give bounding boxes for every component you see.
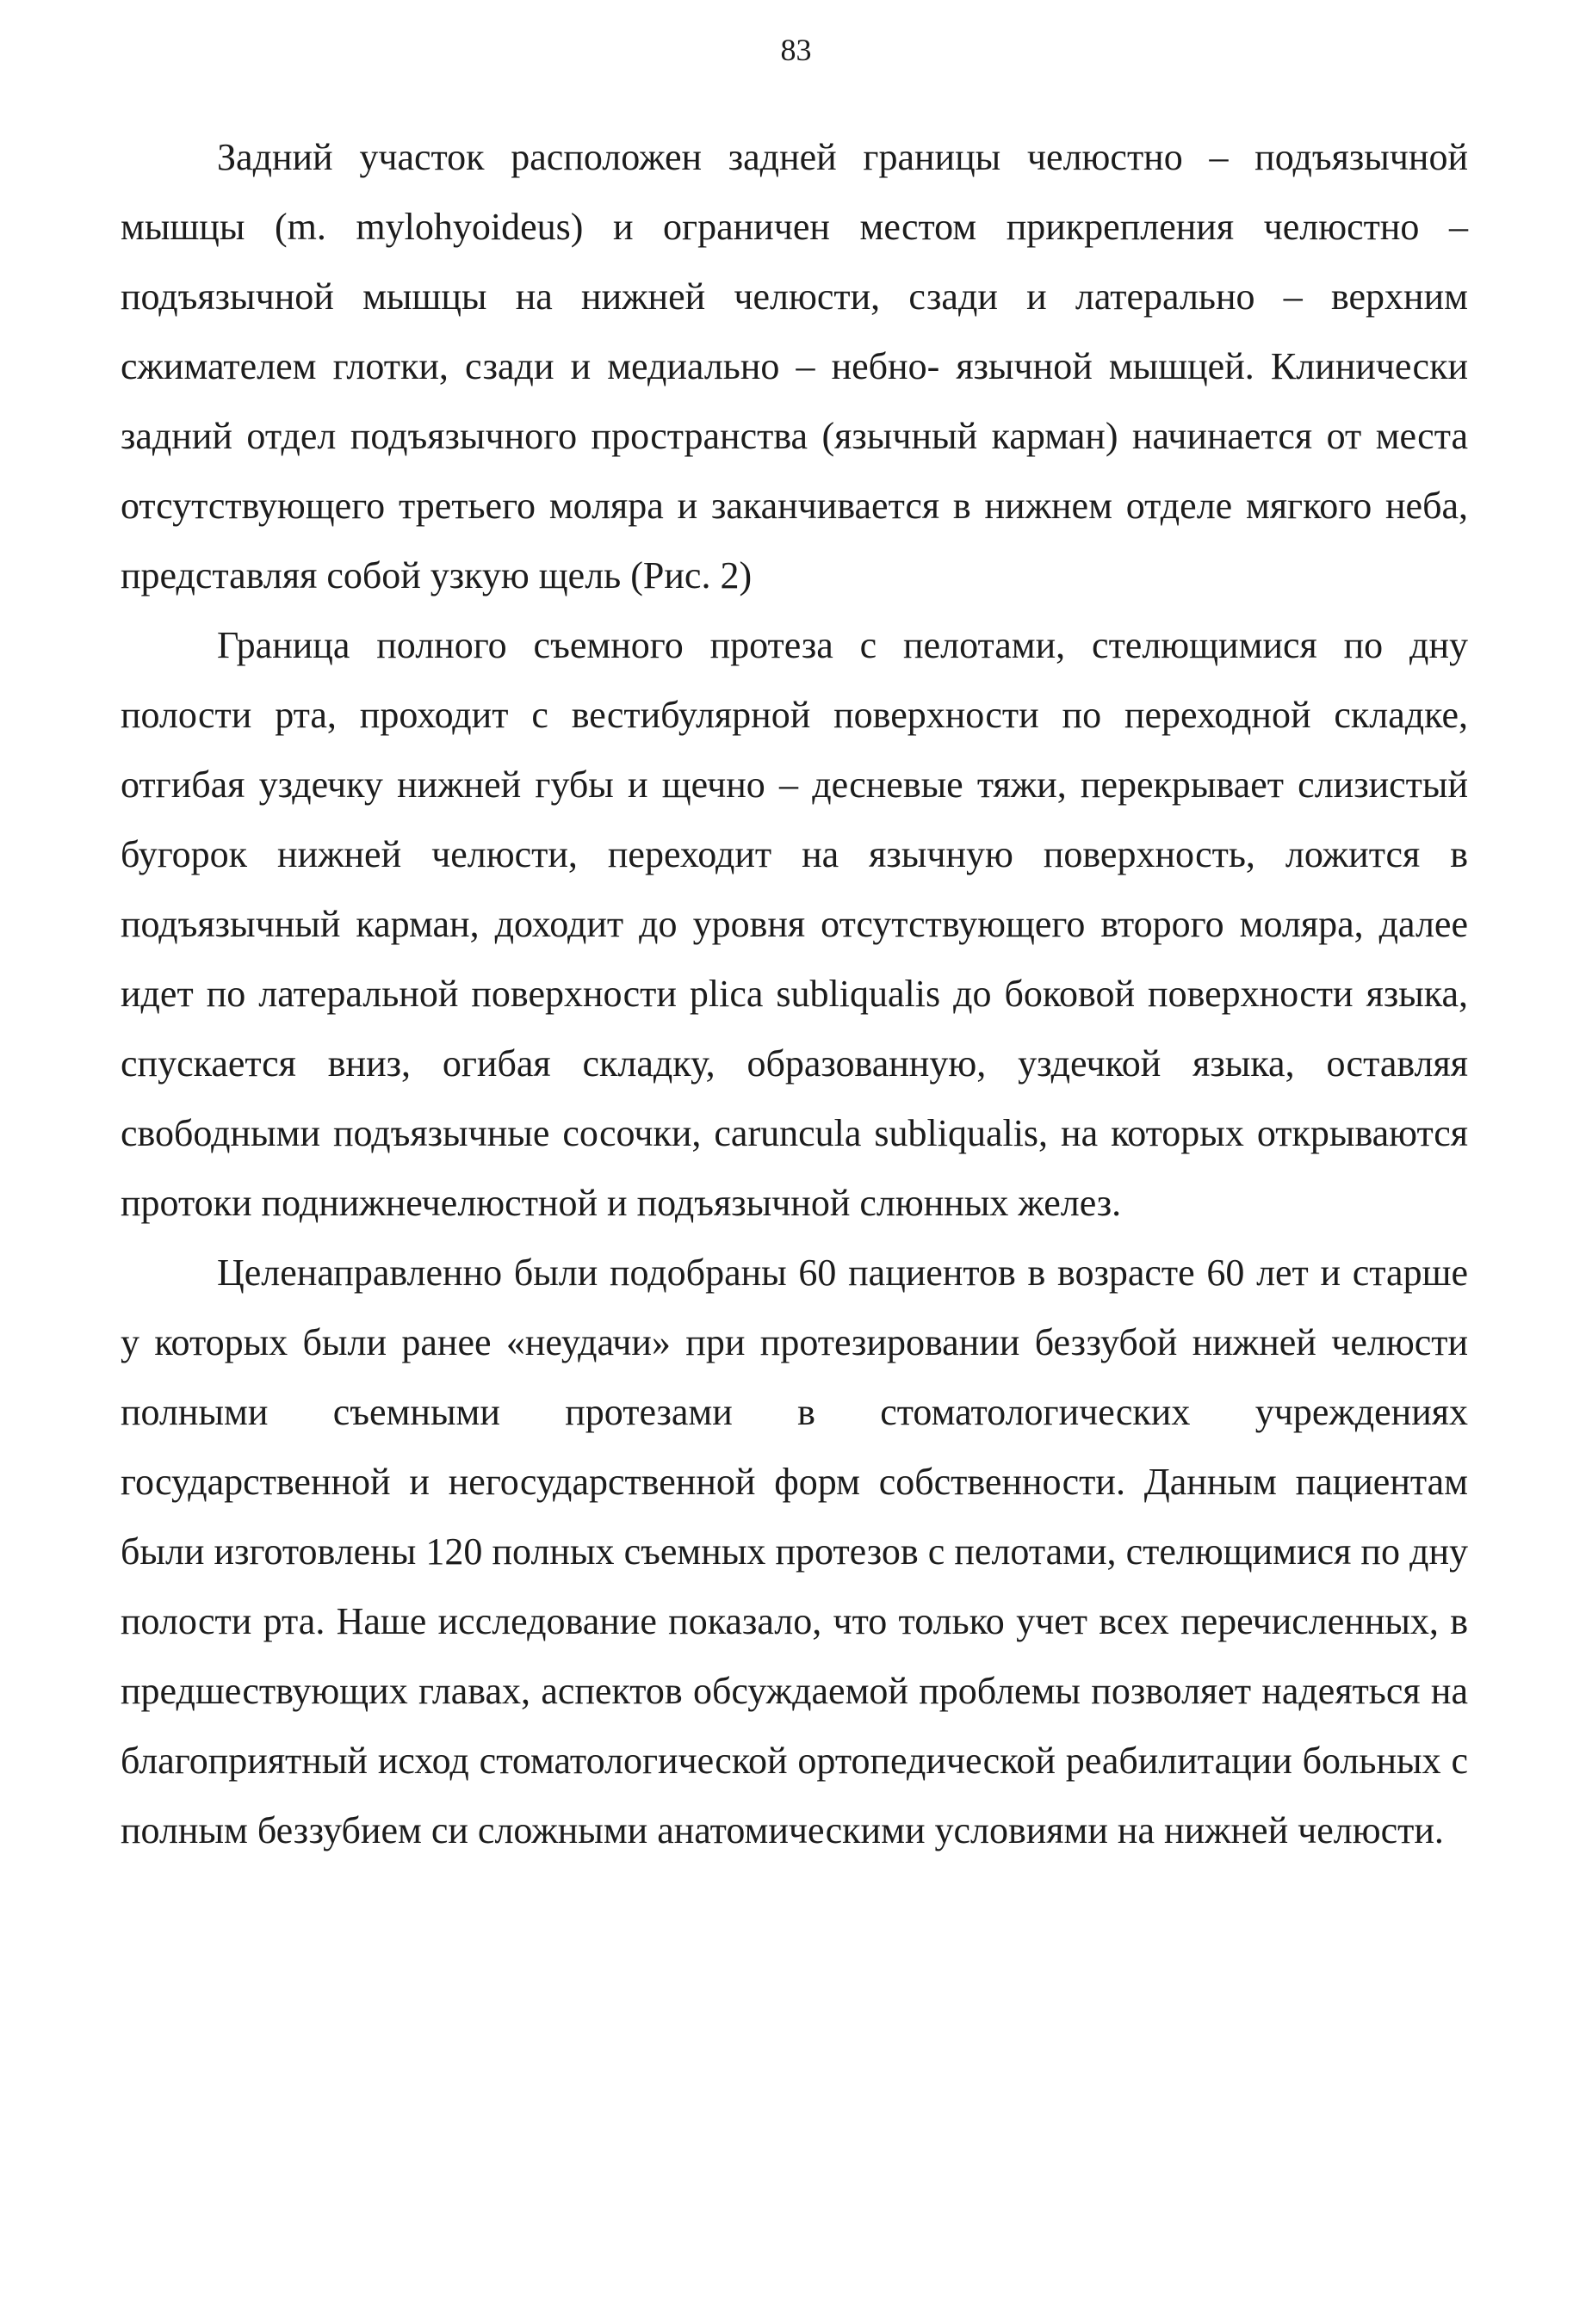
paragraph-study-patients: Целенаправленно были подобраны 60 пациентов в возрасте 60 лет и старше у которых были ранее «неудачи» при протезировании беззубой нижней челюсти полными съемными протезами в стоматологических учреждениях государственной и негосударственной форм собственности. Данным пациентам были изготовлены 120 полных съемных протезов с пелотами, стелющимися по дну полости рта. Наше исследование показало, что только учет всех перечисленных, в предшествующих главах, аспектов обсуждаемой проблемы позволяет надеяться на благоприятный исход стоматологической ортопедической реабилитации больных с полным беззубием си сложными анатомическими условиями на нижней челюсти.	[121, 1252, 1468, 1851]
paragraph-denture-border: Граница полного съемного протеза с пелотами, стелющимися по дну полости рта, проходит с вестибулярной поверхности по переходной складке, отгибая уздечку нижней губы и щечно – десневые тяжи, перекрывает слизистый бугорок нижней челюсти, переходит на язычную поверхность, ложится в подъязычный карман, доходит до уровня отсутствующего второго моляра, далее идет по латеральной поверхности plica subliqualis до боковой поверхности языка, спускается вниз, огибая складку, образованную, уздечкой языка, оставляя свободными подъязычные сосочки, caruncula subliqualis, на которых открываются протоки поднижнечелюстной и подъязычной слюнных желез.	[121, 624, 1468, 1224]
page-number: 83	[780, 33, 812, 67]
body-text	[121, 122, 1468, 1865]
paragraph-posterior-section: Задний участок расположен задней границы челюстно – подъязычной мышцы (m. mylohyoideus) и ограничен местом прикрепления челюстно – подъязычной мышцы на нижней челюсти, сзади и латерально – верхним сжимателем глотки, сзади и медиально – небно- язычной мышцей. Клинически задний отдел подъязычного пространства (язычный карман) начинается от места отсутствующего третьего моляра и заканчивается в нижнем отделе мягкого неба, представляя собой узкую щель (Рис. 2)	[121, 136, 1468, 596]
